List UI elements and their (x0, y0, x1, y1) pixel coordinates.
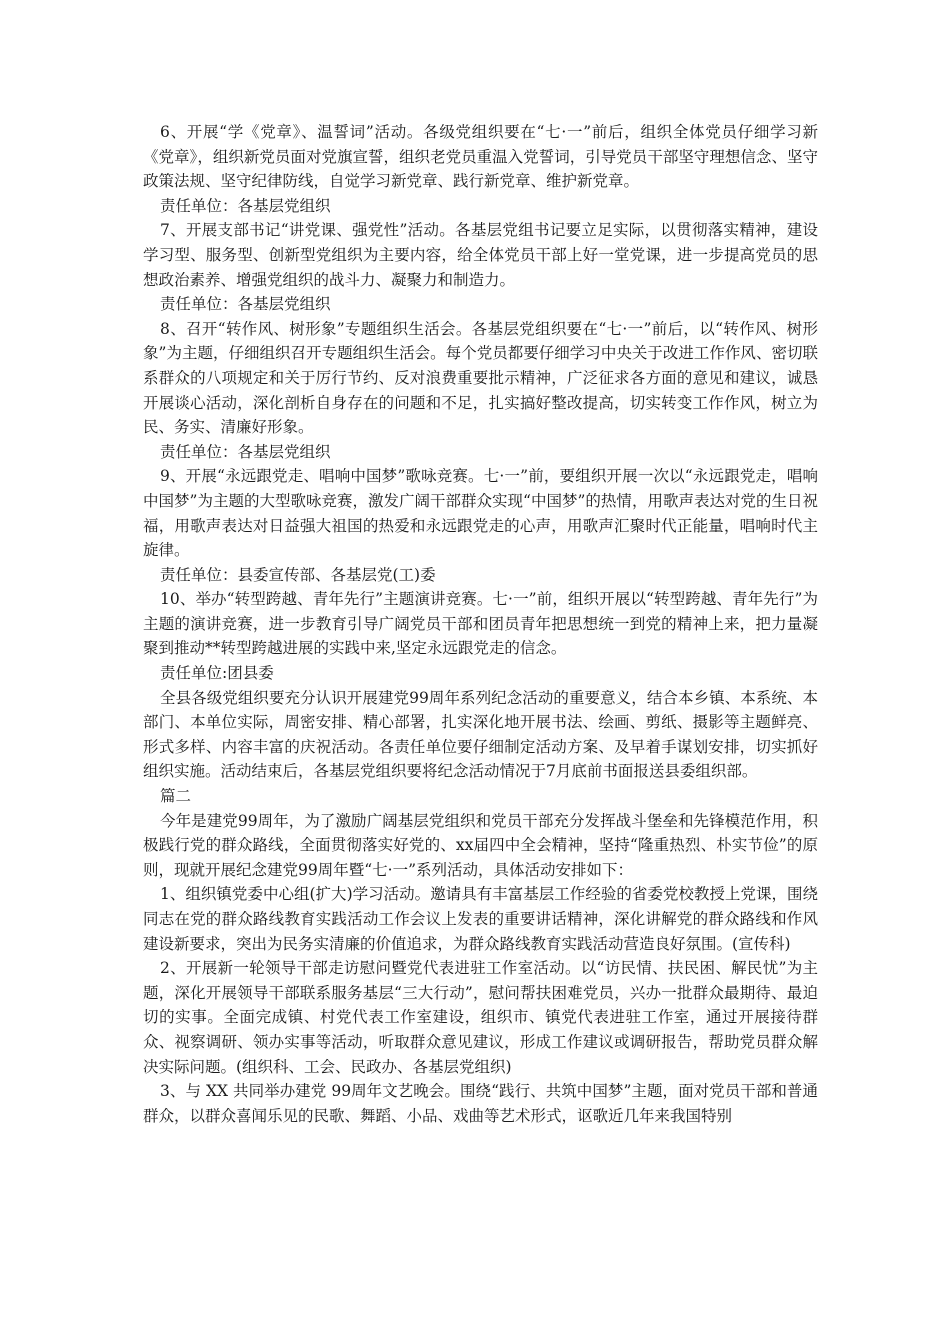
section-heading: 篇二 (160, 787, 192, 806)
paragraph-item-10: 10、举办“转型跨越、青年先行”主题演讲竞赛。七·一”前，组织开展以“转型跨越、青年先行”为主题的演讲竞赛，进一步教育引导广阔党员干部和团员青年把思想统一到党的精神上来，把力量凝聚到推动**转型跨越进展的实践中来,坚定永远跟党走的信念。 (143, 590, 818, 658)
responsible-unit-line: 责任单位：各基层党组织 (160, 295, 331, 314)
paragraph-intro: 今年是建党99周年，为了激励广阔基层党组织和党员干部充分发挥战斗堡垒和先锋模范作用，积极践行党的群众路线，全面贯彻落实好党的、xx届四中全会精神，坚持“隆重热烈、朴实节俭”的原则，现就开展纪念建党99周年暨“七·一”系列活动，具体活动安排如下： (143, 811, 818, 879)
paragraph-item-8: 8、召开“转作风、树形象”专题组织生活会。各基层党组织要在“七·一”前后，以“转作风、树形象”为主题，仔细组织召开专题组织生活会。每个党员都要仔细学习中央关于改进工作作风、密切联系群众的八项规定和关于厉行节约、反对浪费重要批示精神，广泛征求各方面的意见和建议，诚恳开展谈心活动，深化剖析自身存在的问题和不足，扎实搞好整改提高，切实转变工作作风，树立为民、务实、清廉好形象。 (143, 319, 818, 437)
paragraph-item-6: 6、开展“学《党章》、温誓词”活动。各级党组织要在“七·一”前后，组织全体党员仔细学习新《党章》，组织新党员面对党旗宣誓，组织老党员重温入党誓词，引导党员干部坚守理想信念、坚守政策法规、坚守纪律防线，自觉学习新党章、践行新党章、维护新党章。 (143, 123, 818, 191)
paragraph-item-7: 7、开展支部书记“讲党课、强党性”活动。各基层党组书记要立足实际，以贯彻落实精神，建设学习型、服务型、创新型党组织为主要内容，给全体党员干部上好一堂党课，进一步提高党员的思想政治素养、增强党组织的战斗力、凝聚力和制造力。 (143, 221, 818, 289)
paragraph-activity-1: 1、组织镇党委中心组(扩大)学习活动。邀请具有丰富基层工作经验的省委党校教授上党课，围绕同志在党的群众路线教育实践活动工作会议上发表的重要讲话精神，深化讲解党的群众路线和作风建设新要求，突出为民务实清廉的价值追求，为群众路线教育实践活动营造良好氛围。(宣传科) (143, 885, 818, 953)
responsible-unit-line: 责任单位:团县委 (160, 664, 274, 683)
paragraph-item-9: 9、开展“永远跟党走、唱响中国梦”歌咏竞赛。七·一”前，要组织开展一次以“永远跟党走，唱响中国梦”为主题的大型歌咏竞赛，激发广阔干部群众实现“中国梦”的热情，用歌声表达对党的生日祝福，用歌声表达对日益强大祖国的热爱和永远跟党走的心声，用歌声汇聚时代正能量，唱响时代主旋律。 (143, 467, 818, 560)
document-page (143, 120, 818, 1128)
paragraph-activity-3: 3、与 XX 共同举办建党 99周年文艺晚会。围绕“践行、共筑中国梦”主题，面对党员干部和普通群众，以群众喜闻乐见的民歌、舞蹈、小品、戏曲等艺术形式，讴歌近几年来我国特别 (143, 1082, 818, 1125)
paragraph-summary: 全县各级党组织要充分认识开展建党99周年系列纪念活动的重要意义，结合本乡镇、本系统、本部门、本单位实际，周密安排、精心部署，扎实深化地开展书法、绘画、剪纸、摄影等主题鲜亮、形式多样、内容丰富的庆祝活动。各责任单位要仔细制定活动方案、及早着手谋划安排，切实抓好组织实施。活动结束后，各基层党组织要将纪念活动情况于7月底前书面报送县委组织部。 (143, 688, 818, 781)
responsible-unit-line: 责任单位：各基层党组织 (160, 442, 331, 461)
responsible-unit-line: 责任单位：县委宣传部、各基层党(工)委 (160, 565, 436, 584)
responsible-unit-line: 责任单位：各基层党组织 (160, 196, 331, 215)
paragraph-activity-2: 2、开展新一轮领导干部走访慰问暨党代表进驻工作室活动。以“访民情、扶民困、解民忧”为主题，深化开展领导干部联系服务基层“三大行动”，慰问帮扶困难党员，兴办一批群众最期待、最迫切的实事。全面完成镇、村党代表工作室建设，组织市、镇党代表进驻工作室，通过开展接待群众、视察调研、领办实事等活动，听取群众意见建议，形成工作建议或调研报告，帮助党员群众解决实际问题。(组织科、工会、民政办、各基层党组织) (143, 959, 818, 1076)
